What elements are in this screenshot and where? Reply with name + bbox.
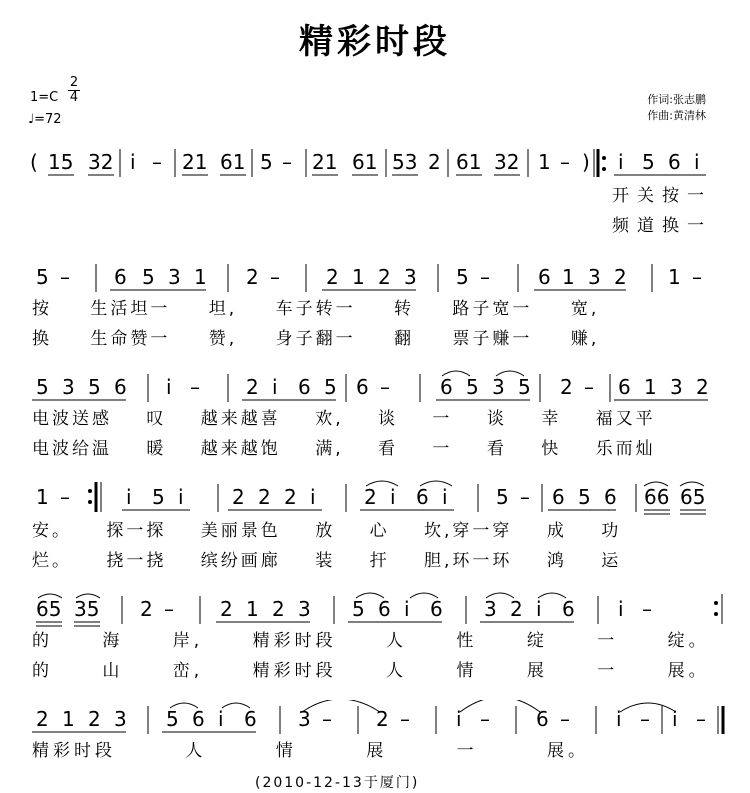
svg-text:–: – <box>60 265 70 289</box>
svg-text:1: 1 <box>562 265 575 289</box>
svg-text:5: 5 <box>456 265 469 289</box>
svg-text:3: 3 <box>168 265 181 289</box>
svg-text:2: 2 <box>696 375 709 399</box>
svg-text:–: – <box>560 707 570 731</box>
lyric-line-2-2: 换 生命赞一 赞, 身子翻一 翻 票子赚一 赚, <box>32 329 600 349</box>
lyric-line-5-2: 的 山 峦, 精彩时段 人 情 展 一 展。 <box>32 661 710 681</box>
svg-text:35: 35 <box>74 597 100 621</box>
svg-text:2: 2 <box>36 707 49 731</box>
svg-text:5: 5 <box>518 375 531 399</box>
tempo-marking <box>28 112 62 127</box>
svg-text:–: – <box>152 150 162 174</box>
svg-text:66: 66 <box>644 485 670 509</box>
svg-text:6: 6 <box>192 707 205 731</box>
song-title: 精彩时段 <box>299 22 451 62</box>
svg-text:61: 61 <box>456 150 482 174</box>
svg-text:i: i <box>218 707 224 731</box>
svg-text:5: 5 <box>152 485 165 509</box>
svg-text:5: 5 <box>578 485 591 509</box>
svg-text:6: 6 <box>552 485 565 509</box>
svg-text:6: 6 <box>416 485 429 509</box>
svg-text:5: 5 <box>466 375 479 399</box>
svg-text:6: 6 <box>536 707 549 731</box>
svg-text:6: 6 <box>604 485 617 509</box>
svg-text:3: 3 <box>588 265 601 289</box>
svg-text:6: 6 <box>538 265 551 289</box>
svg-text:–: – <box>60 485 70 509</box>
date-note: (2010-12-13于厦门) <box>255 775 420 791</box>
credits <box>647 92 706 124</box>
svg-text:i: i <box>310 485 316 509</box>
svg-text:1: 1 <box>36 485 49 509</box>
svg-text:5: 5 <box>642 150 655 174</box>
svg-text:–: – <box>696 707 706 731</box>
svg-text:6: 6 <box>298 375 311 399</box>
lyricist: 作词:张志鹏 <box>647 93 706 106</box>
notation-line-4 <box>0 478 750 518</box>
lyric-line-1-2: 频道换一 <box>612 216 712 236</box>
svg-text:i: i <box>618 150 624 174</box>
meter-top: 2 <box>69 75 79 90</box>
svg-text:21: 21 <box>312 150 338 174</box>
meter-bottom: 4 <box>69 90 79 105</box>
svg-text:–: – <box>584 375 594 399</box>
svg-text:32: 32 <box>88 150 114 174</box>
svg-text:1: 1 <box>644 375 657 399</box>
svg-text:61: 61 <box>352 150 378 174</box>
svg-text:i: i <box>672 707 678 731</box>
svg-text:i: i <box>618 597 624 621</box>
svg-text:3: 3 <box>670 375 683 399</box>
svg-text:5: 5 <box>142 265 155 289</box>
svg-text:i: i <box>616 707 622 731</box>
lyric-line-2-1: 按 生活坦一 坦, 车子转一 转 路子宽一 宽, <box>32 299 600 319</box>
svg-text:6: 6 <box>430 597 443 621</box>
svg-text:–: – <box>270 265 280 289</box>
svg-text:3: 3 <box>404 265 417 289</box>
composer: 作曲:黄清林 <box>647 109 706 122</box>
notation-line-6 <box>0 700 750 740</box>
svg-text:5: 5 <box>352 597 365 621</box>
svg-text:i: i <box>442 485 448 509</box>
svg-text:1: 1 <box>352 265 365 289</box>
svg-text:65: 65 <box>680 485 706 509</box>
svg-text:15: 15 <box>48 150 74 174</box>
svg-text:3: 3 <box>62 375 75 399</box>
svg-text:2: 2 <box>140 597 153 621</box>
svg-text:i: i <box>536 597 542 621</box>
svg-text:3: 3 <box>298 597 311 621</box>
svg-text:6: 6 <box>356 375 369 399</box>
svg-text:1: 1 <box>246 597 259 621</box>
svg-text:3: 3 <box>492 375 505 399</box>
svg-text:i: i <box>456 707 462 731</box>
svg-text:5: 5 <box>324 375 337 399</box>
svg-text:6: 6 <box>562 597 575 621</box>
svg-text:i: i <box>178 485 184 509</box>
svg-text:): ) <box>582 150 590 174</box>
svg-text:i: i <box>404 597 410 621</box>
svg-text:–: – <box>190 375 200 399</box>
svg-text:5: 5 <box>88 375 101 399</box>
svg-text:61: 61 <box>220 150 246 174</box>
svg-text:2: 2 <box>376 707 389 731</box>
svg-text:5: 5 <box>36 375 49 399</box>
svg-text:2: 2 <box>614 265 627 289</box>
svg-text:2: 2 <box>428 150 441 174</box>
svg-text:2: 2 <box>258 485 271 509</box>
svg-text:1: 1 <box>668 265 681 289</box>
svg-text:2: 2 <box>88 707 101 731</box>
svg-text:6: 6 <box>440 375 453 399</box>
svg-text:6: 6 <box>244 707 257 731</box>
svg-text:i: i <box>272 375 278 399</box>
svg-text:5: 5 <box>36 265 49 289</box>
svg-text:53: 53 <box>392 150 418 174</box>
svg-text:2: 2 <box>378 265 391 289</box>
svg-text:6: 6 <box>378 597 391 621</box>
svg-text:2: 2 <box>326 265 339 289</box>
svg-text:–: – <box>400 707 410 731</box>
tempo-value: =72 <box>34 112 62 127</box>
svg-text:5: 5 <box>166 707 179 731</box>
svg-text:1: 1 <box>538 150 551 174</box>
svg-text:i: i <box>390 485 396 509</box>
svg-text:3: 3 <box>114 707 127 731</box>
svg-text:i: i <box>126 485 132 509</box>
svg-text:–: – <box>480 265 490 289</box>
svg-text:1: 1 <box>62 707 75 731</box>
svg-text:5: 5 <box>260 150 273 174</box>
svg-text:5: 5 <box>496 485 509 509</box>
svg-text:–: – <box>692 265 702 289</box>
svg-text:3: 3 <box>298 707 311 731</box>
svg-text:2: 2 <box>246 375 259 399</box>
svg-text:2: 2 <box>284 485 297 509</box>
svg-text:–: – <box>520 485 530 509</box>
svg-text:2: 2 <box>560 375 573 399</box>
svg-text:3: 3 <box>484 597 497 621</box>
svg-text:(: ( <box>30 150 38 174</box>
lyric-line-3-2: 电波给温 暖 越来越饱 满, 看 一 看 快 乐而灿 <box>32 439 656 459</box>
svg-text:2: 2 <box>364 485 377 509</box>
svg-text:–: – <box>322 707 332 731</box>
svg-text:–: – <box>282 150 292 174</box>
svg-text:6: 6 <box>114 375 127 399</box>
svg-text:6: 6 <box>668 150 681 174</box>
svg-text:65: 65 <box>36 597 62 621</box>
svg-text:2: 2 <box>232 485 245 509</box>
svg-text:2: 2 <box>220 597 233 621</box>
time-signature <box>68 76 80 105</box>
svg-text:–: – <box>642 597 652 621</box>
lyric-line-4-2: 烂。 挠一挠 缤纷画廊 装 扞 胆,环一环 鸿 运 <box>32 551 622 571</box>
svg-text:–: – <box>380 375 390 399</box>
quarter-note-icon: ♩ <box>28 112 35 127</box>
lyric-line-5-1: 的 海 岸, 精彩时段 人 性 绽 一 绽。 <box>32 631 710 651</box>
svg-text:–: – <box>480 707 490 731</box>
svg-text:i: i <box>166 375 172 399</box>
notation-line-3 <box>0 368 750 408</box>
svg-text:i: i <box>130 150 136 174</box>
svg-text:6: 6 <box>114 265 127 289</box>
svg-text:6: 6 <box>618 375 631 399</box>
svg-text:2: 2 <box>510 597 523 621</box>
svg-text:2: 2 <box>246 265 259 289</box>
svg-text:–: – <box>640 707 650 731</box>
svg-text:i: i <box>694 150 700 174</box>
svg-text:–: – <box>560 150 570 174</box>
lyric-line-3-1: 电波送感 叹 越来越喜 欢, 谈 一 谈 幸 福又平 <box>32 409 656 429</box>
svg-text:1: 1 <box>194 265 207 289</box>
lyric-line-6-1: 精彩时段 人 情 展 一 展。 <box>32 741 590 761</box>
svg-text:2: 2 <box>272 597 285 621</box>
notation-line-1 <box>0 143 750 183</box>
svg-text:–: – <box>164 597 174 621</box>
notation-line-2 <box>0 258 750 298</box>
svg-text:32: 32 <box>494 150 520 174</box>
lyric-line-1-1: 开关按一 <box>612 186 712 206</box>
key-signature: 1=C <box>30 90 59 105</box>
svg-text:21: 21 <box>182 150 208 174</box>
lyric-line-4-1: 安。 探一探 美丽景色 放 心 坎,穿一穿 成 功 <box>32 521 622 541</box>
notation-line-5 <box>0 590 750 630</box>
